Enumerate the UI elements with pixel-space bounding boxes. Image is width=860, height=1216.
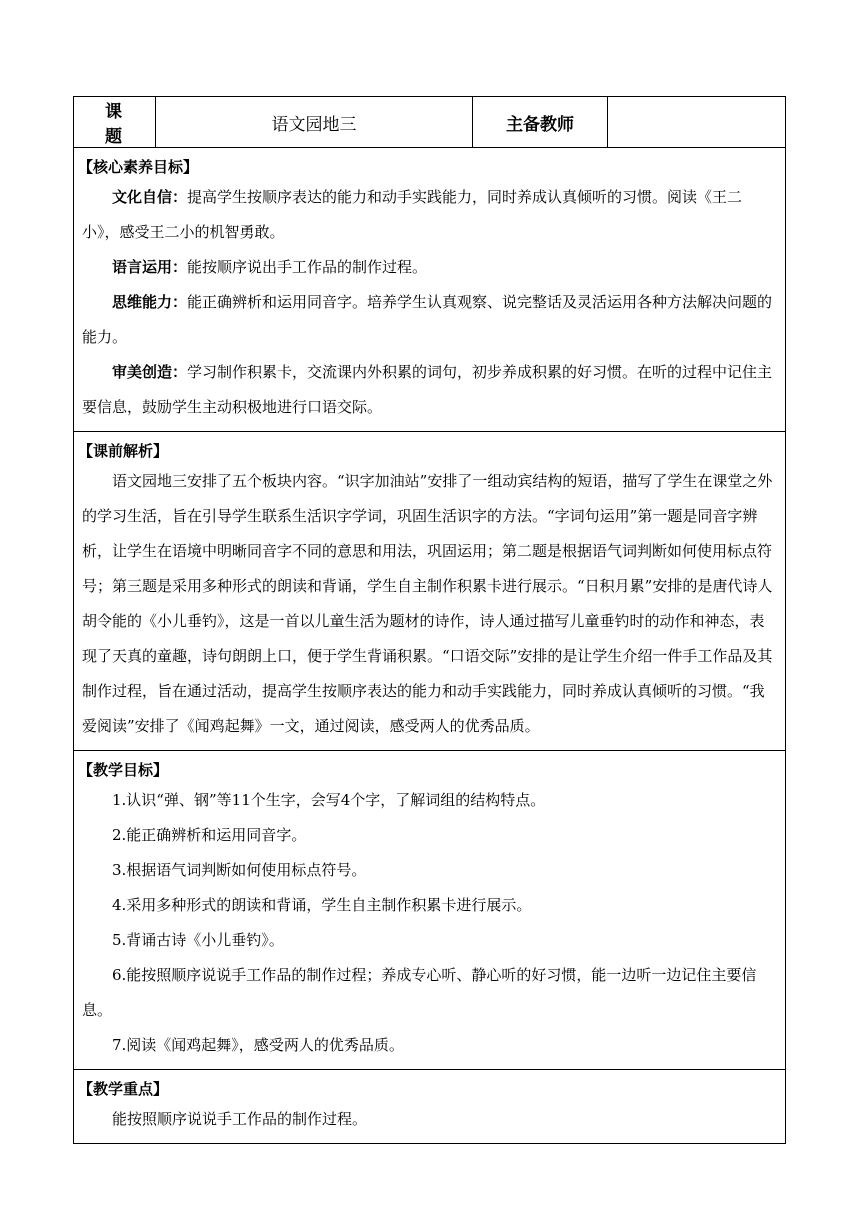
- teacher-label: 主备教师: [473, 97, 608, 148]
- goals-section-title: 【教学目标】: [78, 761, 169, 779]
- goal-item: 7.阅读《闻鸡起舞》，感受两人的优秀品质。: [112, 1036, 404, 1054]
- goal-item: 4.采用多种形式的朗读和背诵，学生自主制作积累卡进行展示。: [112, 896, 532, 914]
- goals-section: [74, 751, 786, 1070]
- analysis-section-row: [74, 432, 786, 751]
- lesson-plan-table: [73, 96, 786, 1144]
- core-item: [82, 355, 775, 425]
- core-item: [82, 180, 775, 250]
- goal-item: 6.能按照顺序说说手工作品的制作过程；养成专心听、静心听的好习惯，能一边听一边记住主要信息。: [82, 966, 757, 1019]
- core-item: [82, 285, 775, 355]
- core-item-term: 语言运用：: [112, 258, 188, 276]
- core-item-text: 学习制作积累卡，交流课内外积累的词句，初步养成积累的好习惯。在听的过程中记住主要信息，鼓励学生主动积极地进行口语交际。: [82, 363, 773, 416]
- core-section-title: 【核心素养目标】: [78, 158, 199, 176]
- core-item-term: 审美创造：: [112, 363, 188, 381]
- focus-section: [74, 1070, 786, 1144]
- core-section-row: [74, 148, 786, 432]
- core-item-term: 思维能力：: [112, 293, 188, 311]
- topic-label: 课题: [74, 97, 156, 148]
- core-item-text: 提高学生按顺序表达的能力和动手实践能力，同时养成认真倾听的习惯。阅读《王二小》，感受王二小的机智勇敢。: [82, 188, 743, 241]
- teacher-value[interactable]: [608, 97, 786, 148]
- goals-section-row: [74, 751, 786, 1070]
- lesson-title: 语文园地三: [156, 97, 473, 148]
- header-row: [74, 97, 786, 148]
- goal-item: 3.根据语气词判断如何使用标点符号。: [112, 861, 367, 879]
- core-item: [82, 250, 775, 285]
- focus-text: 能按照顺序说说手工作品的制作过程。: [112, 1110, 368, 1128]
- goal-item: 5.背诵古诗《小儿垂钓》。: [112, 931, 284, 949]
- goal-item: 1.认识“弹、钢”等11个生字，会写4个字，了解词组的结构特点。: [112, 791, 546, 809]
- core-section: [74, 148, 786, 432]
- focus-section-row: [74, 1070, 786, 1144]
- core-item-text: 能正确辨析和运用同音字。培养学生认真观察、说完整话及灵活运用各种方法解决问题的能力。: [82, 293, 773, 346]
- focus-section-title: 【教学重点】: [78, 1080, 169, 1098]
- analysis-section-title: 【课前解析】: [78, 442, 169, 460]
- analysis-text: 语文园地三安排了五个板块内容。“识字加油站”安排了一组动宾结构的短语，描写了学生在课堂之外的学习生活，旨在引导学生联系生活识字学词，巩固生活识字的方法。“字词句运用”第一题是同音字辨析，让学生在语境中明晰同音字不同的意思和用法，巩固运用；第二题是根据语气词判断如何使用标点符号；第三题是采用多种形式的朗读和背诵，学生自主制作积累卡进行展示。“日积月累”安排的是唐代诗人胡令能的《小儿垂钓》，这是一首以儿童生活为题材的诗作，诗人通过描写儿童垂钓时的动作和神态，表现了天真的童趣，诗句朗朗上口，便于学生背诵积累。“口语交际”安排的是让学生介绍一件手工作品及其制作过程，旨在通过活动，提高学生按顺序表达的能力和动手实践能力，同时养成认真倾听的习惯。“我爱阅读”安排了《闻鸡起舞》一文，通过阅读，感受两人的优秀品质。: [82, 472, 773, 735]
- core-item-term: 文化自信：: [112, 188, 188, 206]
- goal-item: 2.能正确辨析和运用同音字。: [112, 826, 307, 844]
- core-item-text: 能按顺序说出手工作品的制作过程。: [187, 258, 428, 276]
- analysis-section: [74, 432, 786, 751]
